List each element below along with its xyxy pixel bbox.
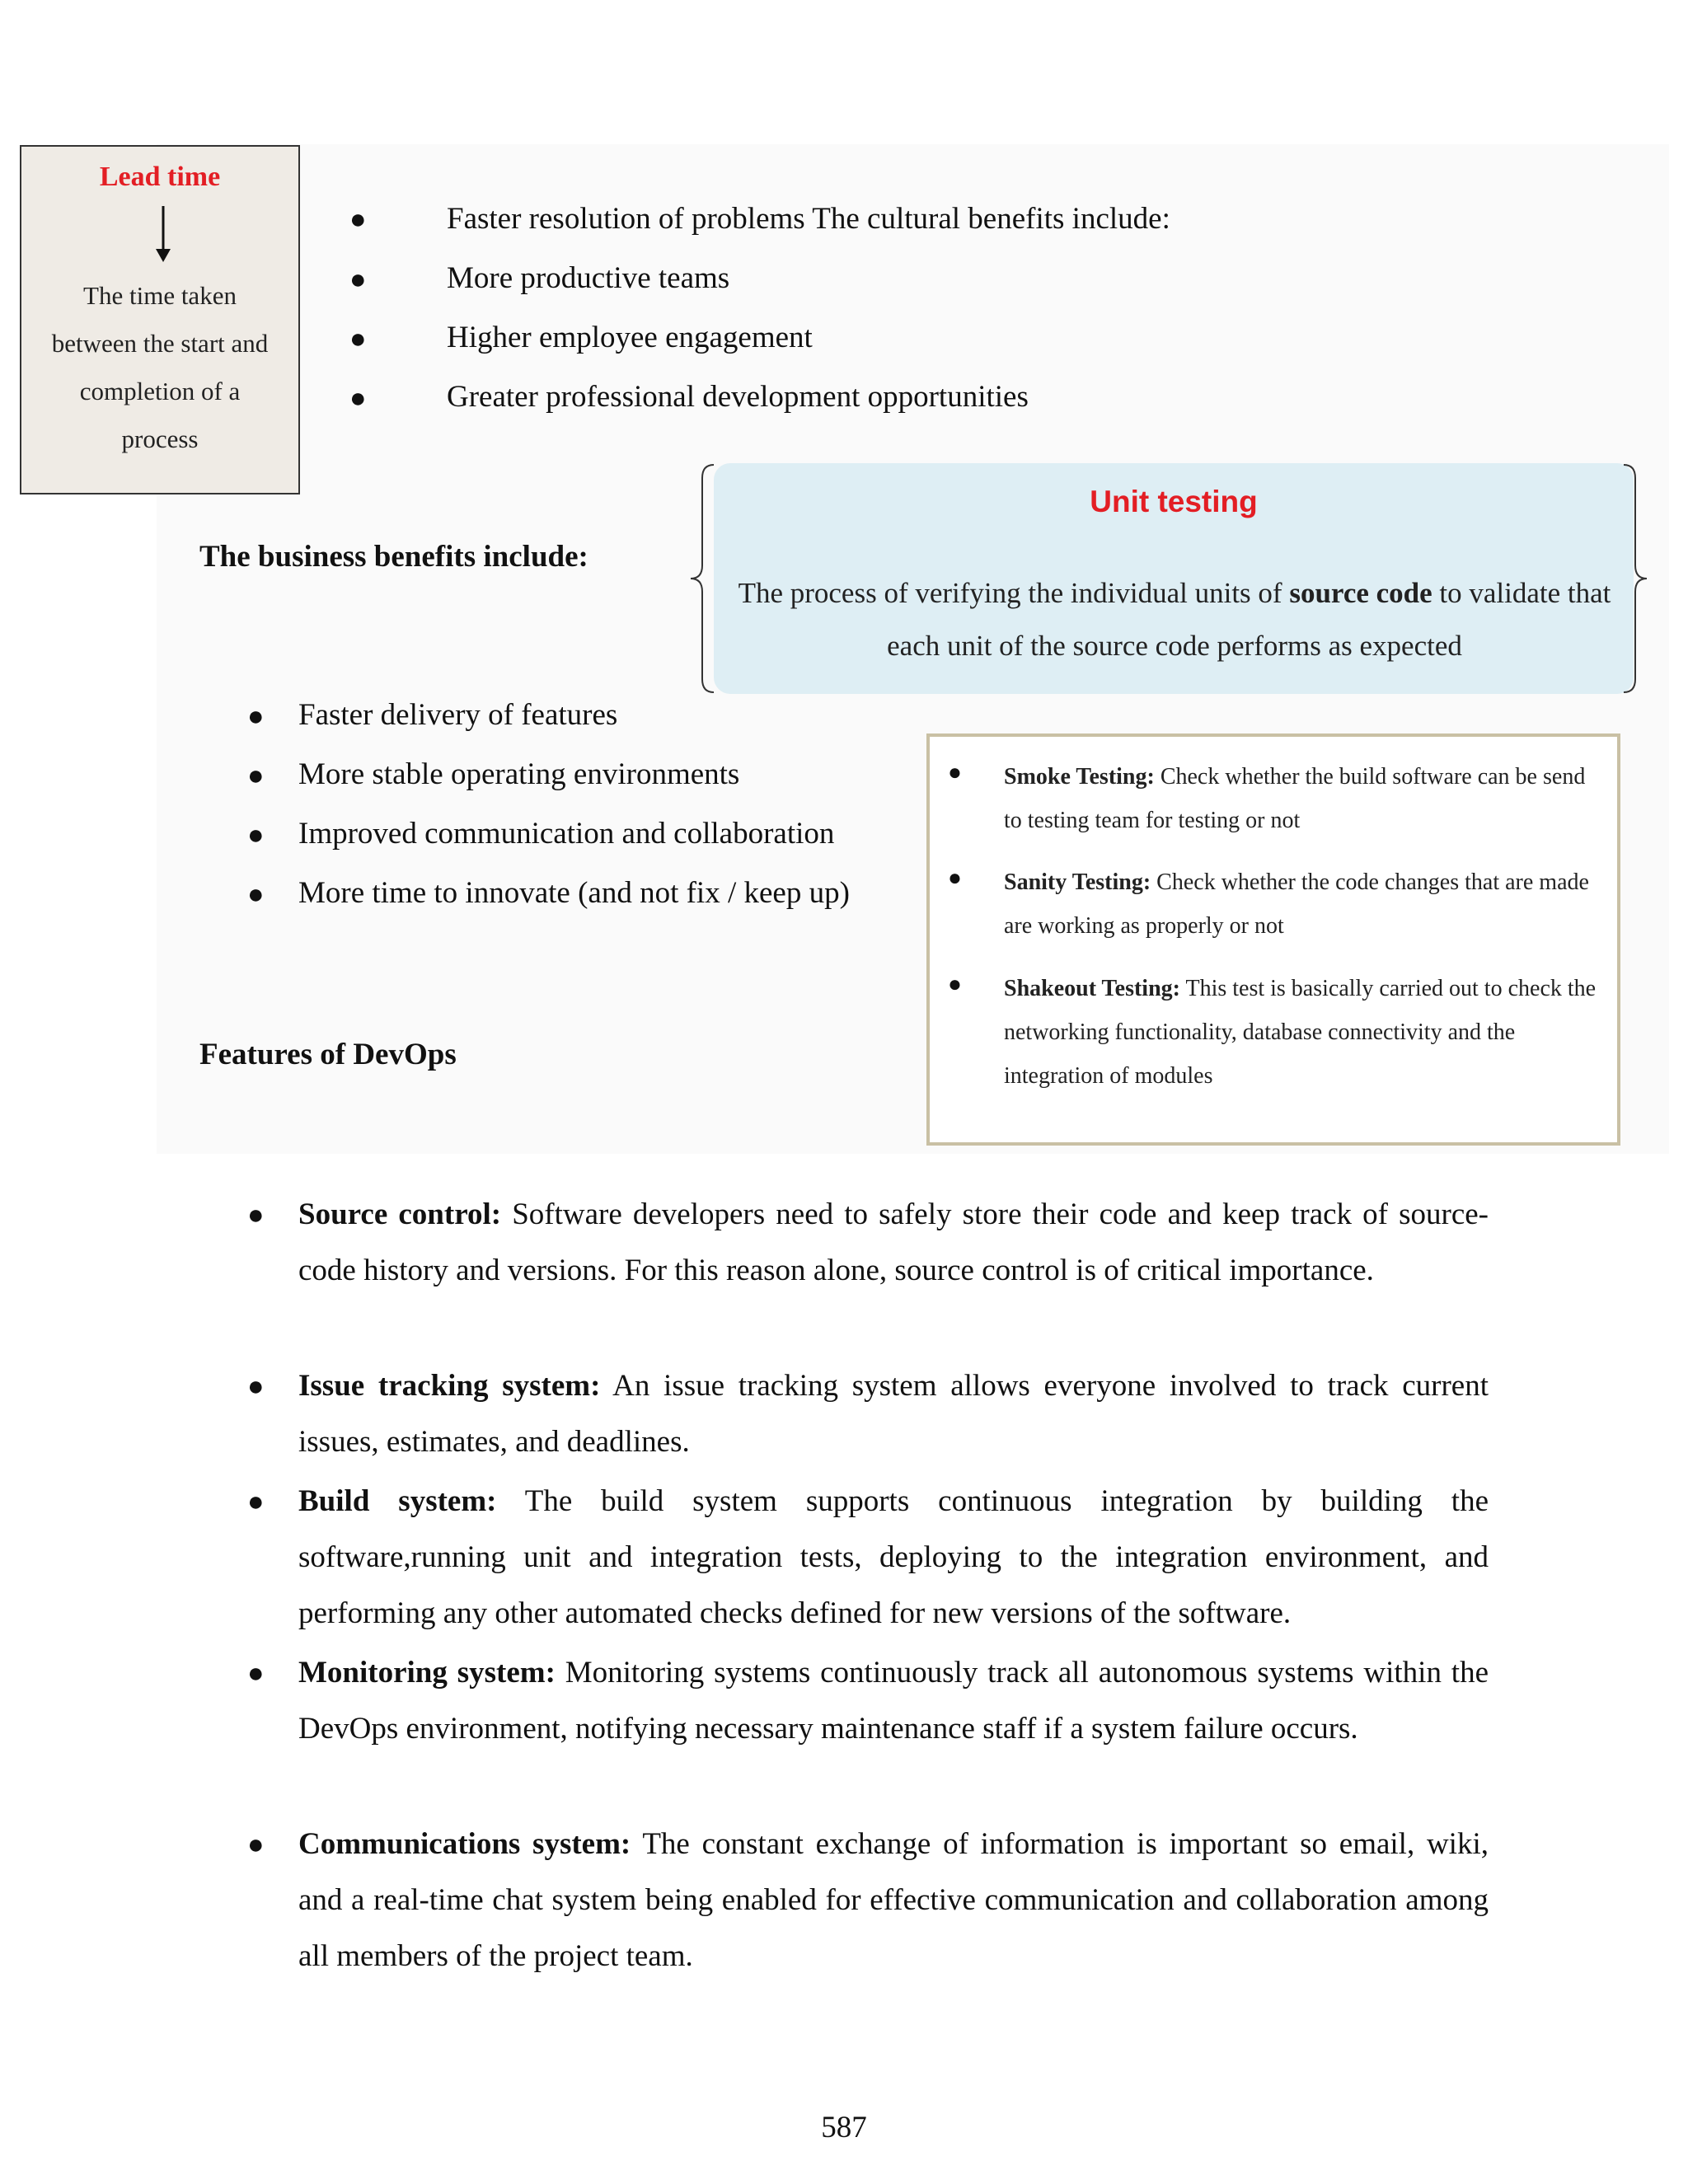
bullet-icon: ●: [247, 761, 265, 791]
bullet-icon: ●: [247, 701, 265, 732]
bullet-icon: ●: [247, 879, 265, 910]
features-heading: Features of DevOps: [199, 1038, 457, 1071]
list-item: Faster resolution of problems The cultural benefits include:: [447, 202, 1170, 236]
lead-time-box: [20, 145, 300, 494]
bullet-icon: ●: [247, 1830, 265, 1860]
testing-type-item: [1004, 755, 1597, 842]
term: Build system:: [298, 1484, 497, 1518]
bullet-icon: ●: [247, 820, 265, 851]
lead-time-description: [31, 272, 288, 463]
list-item: More productive teams: [447, 261, 730, 295]
lead-line: between the start and: [51, 329, 269, 358]
unit-testing-title: Unit testing: [1090, 485, 1258, 518]
bullet-icon: ●: [948, 865, 962, 891]
feature-item: [298, 1358, 1489, 1470]
term-text: Monitoring systems continuously track all autonomous systems within the DevOps environment, notifying necessary maintenance staff if a system failure occurs.: [298, 1656, 1489, 1746]
bullet-icon: ●: [349, 383, 367, 414]
page-number: 587: [821, 2111, 867, 2144]
term: Shakeout Testing:: [1004, 976, 1180, 1001]
desc-text: to validate that each unit of the source code performs as expected: [887, 577, 1611, 662]
testing-type-item: [1004, 967, 1597, 1098]
term: Communications system:: [298, 1827, 631, 1861]
list-item: Improved communication and collaboration: [298, 817, 835, 851]
feature-item: [298, 1187, 1489, 1299]
desc-text: The process of verifying the individual units of: [738, 577, 1290, 609]
list-item: Higher employee engagement: [447, 321, 813, 354]
list-item: Greater professional development opportunities: [447, 380, 1029, 414]
term: Sanity Testing:: [1004, 869, 1151, 895]
term: Source control:: [298, 1197, 502, 1231]
left-brace-icon: [689, 463, 717, 694]
lead-line: completion of a: [79, 377, 241, 405]
term-text: Check whether the build software can be send to testing team for testing or not: [1004, 764, 1586, 833]
bullet-icon: ●: [247, 1200, 265, 1230]
term-text: The build system supports continuous integration by building the software,running unit and integration tests, deploying to the integration environment, and performing any other automated checks defined for new versions of the software.: [298, 1484, 1489, 1630]
bullet-icon: ●: [948, 760, 962, 785]
bullet-icon: ●: [349, 324, 367, 354]
bullet-icon: ●: [349, 265, 367, 295]
lead-time-title: Lead time: [99, 162, 221, 192]
business-benefits-heading: The business benefits include:: [199, 540, 588, 574]
desc-bold: source code: [1289, 577, 1432, 609]
lead-line: The time taken: [83, 281, 237, 310]
term: Issue tracking system:: [298, 1369, 601, 1403]
bullet-icon: ●: [948, 972, 962, 997]
term-text: Check whether the code changes that are made are working as properly or not: [1004, 869, 1589, 939]
feature-item: [298, 1816, 1489, 1985]
term: Smoke Testing:: [1004, 764, 1155, 790]
down-arrow-icon: [153, 206, 173, 264]
list-item: More stable operating environments: [298, 757, 740, 791]
testing-type-item: [1004, 860, 1597, 948]
term-text: This test is basically carried out to check the networking functionality, database connectivity and the integration of modules: [1004, 976, 1597, 1089]
bullet-icon: ●: [247, 1371, 265, 1402]
unit-testing-description: [725, 567, 1624, 673]
bullet-icon: ●: [349, 204, 367, 235]
list-item: Faster delivery of features: [298, 698, 618, 732]
testing-types-box: [926, 733, 1620, 1146]
term-text: Software developers need to safely store their code and keep track of source- code history and versions. For this reason alone, source control is of critical importance.: [298, 1197, 1489, 1287]
lead-line: process: [121, 424, 199, 453]
feature-item: [298, 1474, 1489, 1642]
feature-item: [298, 1645, 1489, 1757]
bullet-icon: ●: [247, 1487, 265, 1517]
term-text: An issue tracking system allows everyone involved to track current issues, estimates, and deadlines.: [298, 1369, 1489, 1459]
term-text: The constant exchange of information is important so email, wiki, and a real-time chat system being enabled for effective communication and collaboration among all members of the project team.: [298, 1827, 1489, 1973]
list-item: More time to innovate (and not fix / keep up): [298, 876, 850, 910]
term: Monitoring system:: [298, 1656, 556, 1690]
bullet-icon: ●: [247, 1658, 265, 1689]
